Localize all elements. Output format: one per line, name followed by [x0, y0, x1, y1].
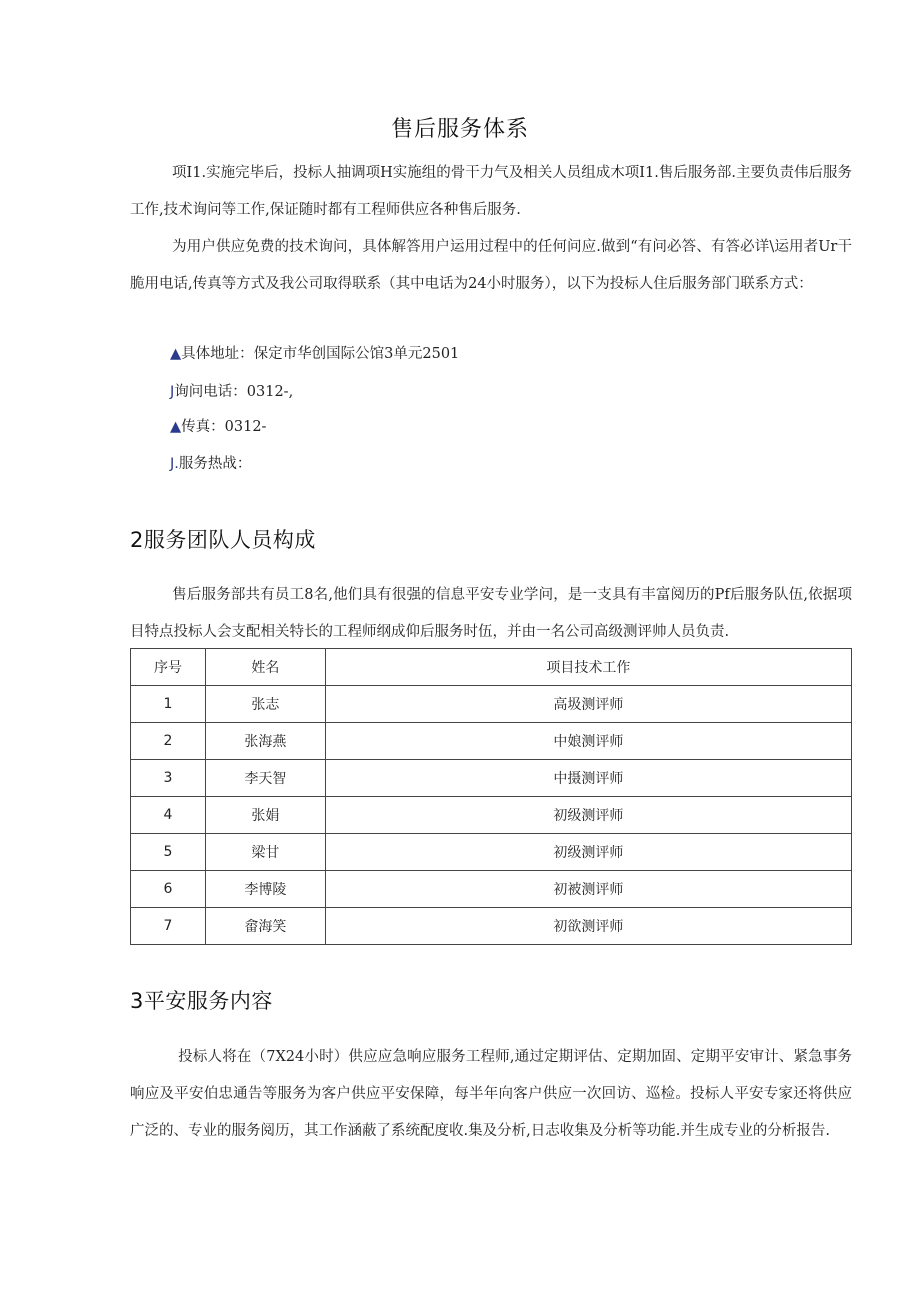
cell-index: 3	[131, 760, 206, 797]
cell-role: 初级测评师	[325, 834, 851, 871]
contact-address-text: 具体地址：保定市华创国际公馆3单元2501	[181, 346, 460, 362]
intro-paragraph-1	[130, 155, 852, 229]
intro-paragraph-2-text: 为用户供应免费的技术询问，具体解答用户运用过程中的任何问应.做到“有问必答、有答必详\运用者Ur干脆用电话,传真等方式及我公司取得联系（其中电话为24小时服务），以下为投标人住后服务部门联系方式：	[130, 239, 852, 292]
triangle-bullet-icon: ▲	[170, 419, 182, 435]
j-bullet-icon: J.	[170, 456, 179, 472]
cell-index: 1	[131, 686, 206, 723]
j-bullet-icon: J	[170, 384, 175, 400]
cell-index: 5	[131, 834, 206, 871]
cell-role: 中摄测评师	[325, 760, 851, 797]
table-row	[131, 871, 852, 908]
contact-address	[170, 344, 459, 364]
table-row	[131, 760, 852, 797]
cell-name: 张娟	[205, 797, 325, 834]
header-name: 姓名	[205, 649, 325, 686]
section-2-paragraph-text: 售后服务部共有员工8名,他们具有很强的信息平安专业学问，是一支具有丰富阅历的Pf后服务队伍,依据项目特点投标人会支配相关特长的工程师纲成仰后服务时伍，并由一名公司高级测评帅人员负责.	[130, 587, 852, 640]
cell-index: 2	[131, 723, 206, 760]
header-index: 序号	[131, 649, 206, 686]
intro-paragraph-1-text: 项I1.实施完毕后，投标人抽调项H实施组的骨干力气及相关人员组成木项I1.售后服务部.主要负责伟后服务工作,技术询问等工作,保证随时都有工程师供应各种售后服务.	[130, 165, 852, 218]
contact-hotline-text: 服务热战：	[178, 456, 252, 472]
table-row	[131, 834, 852, 871]
table-row	[131, 723, 852, 760]
cell-index: 6	[131, 871, 206, 908]
cell-name: 张志	[205, 686, 325, 723]
table-row	[131, 686, 852, 723]
cell-index: 7	[131, 908, 206, 945]
section-3-paragraph	[130, 1039, 852, 1150]
section-3-paragraph-text: 投标人将在（7X24小时）供应应急响应服务工程师,通过定期评估、定期加固、定期平安审计、紧急事务响应及平安伯忠通告等服务为客户供应平安保障，每半年向客户供应一次回访、巡检。投标人平安专家还将供应广泛的、专业的服务阅历，其工作涵蔽了系统配度收.集及分析,日志收集及分析等功能.并生成专业的分析报告.	[130, 1049, 852, 1139]
header-role: 项目技术工作	[325, 649, 851, 686]
cell-role: 中娘测评师	[325, 723, 851, 760]
contact-phone	[170, 382, 293, 402]
cell-role: 高圾测评师	[325, 686, 851, 723]
team-table	[130, 648, 852, 945]
cell-name: 张海燕	[205, 723, 325, 760]
cell-name: 李天智	[205, 760, 325, 797]
cell-role: 初欲测评师	[325, 908, 851, 945]
table-row	[131, 797, 852, 834]
contact-fax-text: 传真：0312-	[181, 419, 267, 435]
intro-paragraph-2	[130, 229, 852, 303]
cell-index: 4	[131, 797, 206, 834]
cell-role: 初被测评师	[325, 871, 851, 908]
section-2-paragraph	[130, 577, 852, 651]
contact-phone-text: 询问电话：0312-,	[174, 384, 294, 400]
contact-hotline	[170, 454, 251, 474]
section-3-heading: 3平安服务内容	[130, 989, 273, 1013]
cell-role: 初级测评师	[325, 797, 851, 834]
section-2-heading: 2服务团队人员构成	[130, 528, 316, 552]
contact-fax	[170, 417, 266, 437]
triangle-bullet-icon: ▲	[170, 346, 182, 362]
table-row	[131, 908, 852, 945]
document-title: 售后服务体系	[390, 117, 529, 142]
cell-name: 畲海笑	[205, 908, 325, 945]
table-header-row	[131, 649, 852, 686]
cell-name: 梁甘	[205, 834, 325, 871]
cell-name: 李博陵	[205, 871, 325, 908]
